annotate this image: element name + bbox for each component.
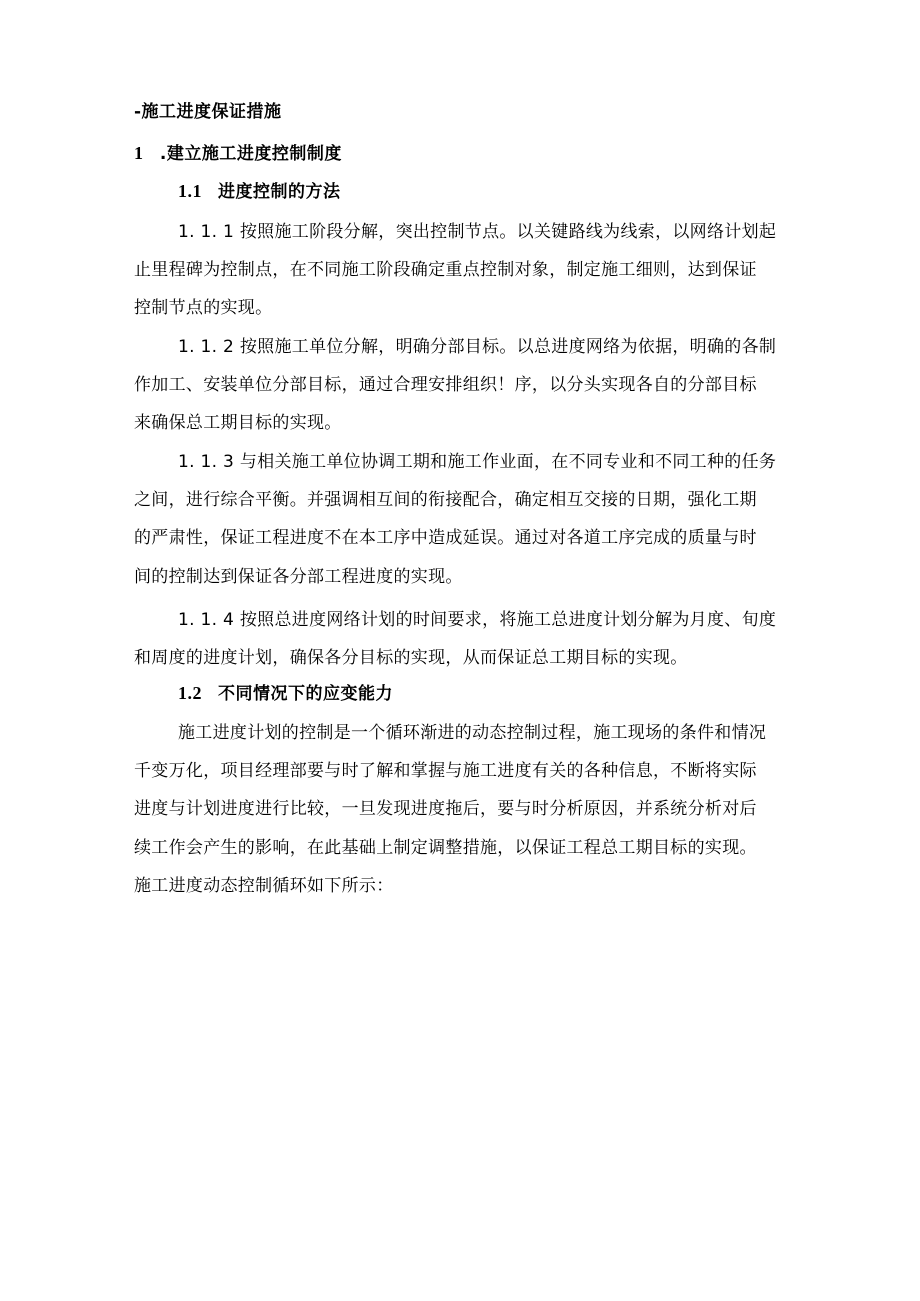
heading-1-2-number: 1.2	[178, 683, 202, 703]
paragraph-line: 来确保总工期目标的实现。	[134, 413, 342, 434]
paragraph-line: 间的控制达到保证各分部工程进度的实现。	[134, 566, 463, 587]
heading-1	[134, 141, 342, 166]
paragraph-line: 进度与计划进度进行比较，一旦发现进度拖后，要与时分析原因，并系统分析对后	[134, 799, 757, 820]
paragraph-1-1-2	[134, 328, 806, 443]
paragraph-line: 1. 1. 4 按照总进度网络计划的时间要求，将施工总进度计划分解为月度、旬度	[178, 610, 777, 630]
paragraph-line: 1. 1. 3 与相关施工单位协调工期和施工作业面，在不同专业和不同工种的任务	[178, 452, 777, 472]
heading-1-1-label: 进度控制的方法	[218, 182, 341, 202]
paragraph-line: 施工进度动态控制循环如下所示：	[134, 875, 394, 896]
paragraph-1-1-1	[134, 213, 806, 328]
paragraph-line: 之间，进行综合平衡。并强调相互间的衔接配合，确定相互交接的日期，强化工期	[134, 490, 757, 511]
paragraph-1-1-4	[134, 601, 806, 677]
paragraph-1-1-3	[134, 443, 806, 596]
paragraph-line: 的严肃性，保证工程进度不在本工序中造成延误。通过对各道工序完成的质量与时	[134, 528, 757, 549]
paragraph-1-2	[134, 714, 806, 905]
paragraph-line: 控制节点的实现。	[134, 298, 273, 319]
paragraph-line: 作加工、安装单位分部目标，通过合理安排组织！序，以分头实现各自的分部目标	[134, 375, 757, 396]
section-title: -施工进度保证措施	[134, 102, 282, 122]
heading-1-2-label: 不同情况下的应变能力	[218, 684, 393, 704]
paragraph-line: 1. 1. 2 按照施工单位分解，明确分部目标。以总进度网络为依据，明确的各制	[178, 337, 777, 357]
heading-1-number: 1	[134, 143, 144, 163]
paragraph-line: 止里程碑为控制点，在不同施工阶段确定重点控制对象，制定施工细则，达到保证	[134, 260, 757, 281]
paragraph-line: 续工作会产生的影响，在此基础上制定调整措施，以保证工程总工期目标的实现。	[134, 837, 757, 858]
heading-1-1-number: 1.1	[178, 181, 202, 201]
paragraph-line: 施工进度计划的控制是一个循环渐进的动态控制过程，施工现场的条件和情况	[178, 723, 767, 743]
heading-1-2	[178, 681, 393, 706]
paragraph-line: 1. 1. 1 按照施工阶段分解，突出控制节点。以关键路线为线索，以网络计划起	[178, 222, 777, 242]
heading-1-1	[178, 179, 341, 204]
paragraph-line: 和周度的进度计划，确保各分目标的实现，从而保证总工期目标的实现。	[134, 648, 688, 669]
heading-1-label: .建立施工进度控制制度	[153, 144, 342, 164]
paragraph-line: 千变万化，项目经理部要与时了解和掌握与施工进度有关的各种信息，不断将实际	[134, 761, 757, 782]
